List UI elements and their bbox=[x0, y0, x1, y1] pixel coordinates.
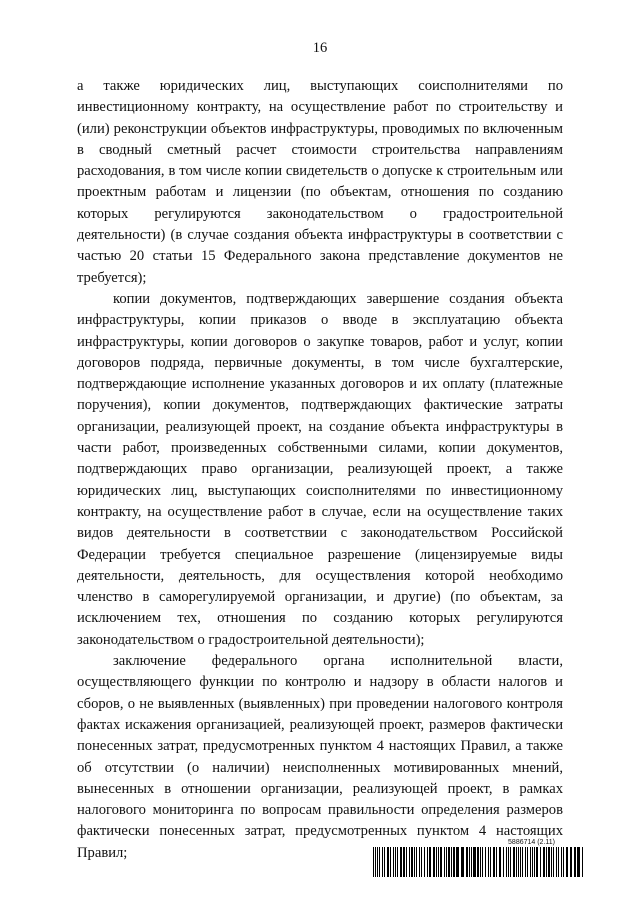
barcode-bar bbox=[522, 847, 523, 877]
barcode-bar bbox=[566, 847, 568, 877]
barcode-label: 5886714 (2.11) bbox=[508, 839, 555, 846]
barcode-bar bbox=[473, 847, 476, 877]
barcode-bar bbox=[444, 847, 445, 877]
barcode-bar bbox=[488, 847, 489, 877]
barcode-bar bbox=[516, 847, 517, 877]
barcode-bar bbox=[414, 847, 415, 877]
barcode-bar bbox=[469, 847, 470, 877]
barcode-bar bbox=[429, 847, 431, 877]
barcode-bar bbox=[582, 847, 583, 877]
paragraph-tax-authority-conclusion: заключение федерального органа исполнительной власти, осуществляющего функции по контролю и надзору в области налогов и сборов, о не выявленных (выявленных) при проведении налогового контроля фактах искажения организацией, реализующей проект, размеров фактически понесенных затрат, предусмотренных пунктом 4 настоящих Правил, а также об отсутствии (о наличии) неисполненных мотивированных мнений, вынесенных в отношении организации, реализующей проект, в рамках налогового мониторинга по вопросам правильности определения размеров фактически понесенных затрат, предусмотренных пунктом 4 настоящих Правил; bbox=[77, 653, 563, 861]
barcode-bar bbox=[563, 847, 564, 877]
barcode-bar bbox=[461, 847, 464, 877]
barcode-bar bbox=[485, 847, 486, 877]
barcode-bar bbox=[373, 847, 374, 877]
barcode-block bbox=[373, 838, 583, 877]
barcode-bar bbox=[477, 847, 479, 877]
barcode-bar bbox=[411, 847, 413, 877]
barcode-bar bbox=[448, 847, 450, 877]
barcode-bar bbox=[525, 847, 526, 877]
document-body bbox=[77, 76, 563, 864]
barcode-bar bbox=[540, 847, 541, 877]
barcode-bar bbox=[375, 847, 376, 877]
barcode-bar bbox=[558, 847, 559, 877]
page-number: 16 bbox=[312, 40, 328, 56]
barcode-bar bbox=[520, 847, 521, 877]
barcode-bar bbox=[574, 847, 576, 877]
barcode-bar bbox=[548, 847, 550, 877]
barcode-bar bbox=[506, 847, 507, 877]
barcode-bar bbox=[456, 847, 459, 877]
barcode-bar bbox=[561, 847, 562, 877]
barcode-bar bbox=[536, 847, 538, 877]
barcode-bar bbox=[570, 847, 572, 877]
barcode-bar bbox=[397, 847, 398, 877]
barcode-bar bbox=[436, 847, 437, 877]
barcode-bar bbox=[508, 847, 509, 877]
barcode-bar bbox=[518, 847, 519, 877]
barcode-bar bbox=[513, 847, 515, 877]
barcode-bar bbox=[419, 847, 420, 877]
barcode-bar bbox=[490, 847, 491, 877]
barcode-bar bbox=[424, 847, 425, 877]
barcode-bar bbox=[421, 847, 422, 877]
paragraph-continuation: а также юридических лиц, выступающих соисполнителями по инвестиционному контракту, на осуществление работ по строительству и (или) реконструкции объектов инфраструктуры, проводимых по включенным в сводный сметный расчет стоимости строительства направлениям расходования, в том числе копии свидетельств о допуске к строительным или проектным работам и лицензии (по объектам, отношения по созданию которых регулируются законодательством о градостроительной деятельности) (в случае создания объекта инфраструктуры в соответствии с частью 20 статьи 15 Федерального закона представление документов не требуется); bbox=[77, 78, 563, 286]
barcode-bar bbox=[382, 847, 383, 877]
barcode-bar bbox=[384, 847, 385, 877]
barcode-bar bbox=[510, 847, 511, 877]
paragraph-documents-completion: копии документов, подтверждающих завершение создания объекта инфраструктуры, копии приказов о вводе в эксплуатацию объекта инфраструктуры, копии договоров о закупке товаров, работ и услуг, копии договоров подряда, первичные документы, в том числе бухгалтерские, подтверждающие исполнение указанных договоров и их оплату (платежные поручения), копии документов, подтверждающих фактические затраты организации, реализующей проект, на создание объекта инфраструктуры в части работ, произведенных собственными силами, копии документов, подтверждающих право организации, реализующей проект, а также юридических лиц, выступающих соисполнителями по инвестиционному контракту, на осуществление работ в случае, если на осуществление таких видов деятельности в соответствии с законодательством Российской Федерации требуется специальное разрешение (лицензируемые виды деятельности, деятельность, для осуществления которой необходимо членство в саморегулируемой организации, и другие) (по объектам, за исключением тех, отношения по созданию которых регулируются законодательством о градостроительной деятельности); bbox=[77, 290, 563, 648]
barcode-bar bbox=[482, 847, 483, 877]
barcode-bar bbox=[503, 847, 504, 877]
barcode-image bbox=[373, 847, 583, 877]
barcode-bar bbox=[466, 847, 468, 877]
barcode-bar bbox=[416, 847, 417, 877]
barcode-bar bbox=[471, 847, 472, 877]
barcode-bar bbox=[409, 847, 410, 877]
barcode-bar bbox=[395, 847, 396, 877]
barcode-bar bbox=[543, 847, 545, 877]
barcode-bar bbox=[379, 847, 380, 877]
barcode-bar bbox=[551, 847, 552, 877]
barcode-bar bbox=[496, 847, 497, 877]
barcode-bar bbox=[451, 847, 452, 877]
barcode-bar bbox=[480, 847, 481, 877]
barcode-bar bbox=[553, 847, 554, 877]
barcode-bar bbox=[438, 847, 439, 877]
barcode-bar bbox=[393, 847, 394, 877]
barcode-bar bbox=[433, 847, 435, 877]
barcode-bar bbox=[556, 847, 557, 877]
barcode-bar bbox=[406, 847, 407, 877]
barcode-bar bbox=[440, 847, 442, 877]
barcode-bar bbox=[493, 847, 495, 877]
barcode-bar bbox=[387, 847, 389, 877]
barcode-bar bbox=[499, 847, 501, 877]
barcode-bar bbox=[377, 847, 378, 877]
barcode-bar bbox=[534, 847, 535, 877]
barcode-bar bbox=[400, 847, 402, 877]
barcode-bar bbox=[446, 847, 447, 877]
barcode-bar bbox=[546, 847, 547, 877]
barcode-bar bbox=[453, 847, 455, 877]
barcode-bar bbox=[403, 847, 405, 877]
barcode-bar bbox=[427, 847, 428, 877]
barcode-bar bbox=[530, 847, 531, 877]
barcode-bar bbox=[532, 847, 533, 877]
barcode-bar bbox=[577, 847, 580, 877]
barcode-bar bbox=[390, 847, 391, 877]
barcode-bar bbox=[527, 847, 528, 877]
